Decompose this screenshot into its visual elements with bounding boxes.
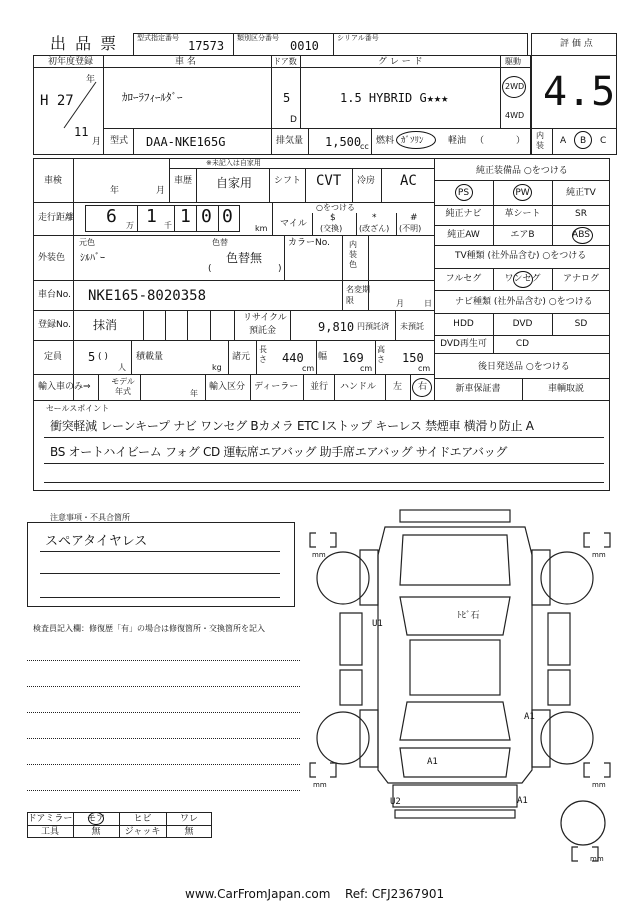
owner-label: 車歴 <box>174 176 193 186</box>
height-label: 高さ <box>377 345 385 364</box>
width-unit: cm <box>360 364 373 373</box>
shaken-label: 車検 <box>44 176 63 186</box>
mark-a1-rear: A1 <box>427 757 438 767</box>
month-unit: 月 <box>92 137 102 147</box>
rear-title: 後日発送品 ○をつける <box>478 362 570 372</box>
tv-title: TV種類 (社外品含む) ○をつける <box>455 251 587 261</box>
navi-hdd: HDD <box>453 319 474 329</box>
mm-label-2: mm <box>592 551 606 559</box>
handle-left: 左 <box>393 382 403 392</box>
drive-4wd: 4WD <box>505 111 525 120</box>
equip-std-tv: 純正TV <box>566 188 596 198</box>
owners-manual: 車輌取説 <box>547 384 584 394</box>
dims-label: 諸元 <box>232 352 251 362</box>
model-spec-value: 17573 <box>188 39 225 53</box>
drive-2wd-circle <box>502 76 526 98</box>
mileage-digit-2: 1 <box>146 206 157 227</box>
class-label: 類別区分番号 <box>237 34 279 42</box>
type-label: 型式 <box>110 136 129 146</box>
mark-chip: ﾄﾋﾞ石 <box>457 611 480 621</box>
mm-label-5: mm <box>590 855 604 863</box>
selling-points-label: セールスポイント <box>46 404 110 413</box>
moa-circle <box>88 812 104 825</box>
interior-a: A <box>560 136 567 146</box>
mileage-digit-3: 1 <box>180 206 191 227</box>
first-reg-label: 初年度登録 <box>48 57 94 67</box>
mark-a1-right: A1 <box>524 712 535 722</box>
length-unit: cm <box>302 364 315 373</box>
fuel-paren-right: ） <box>516 136 526 146</box>
repaint-paren-left: ( <box>208 264 212 274</box>
navi-dvd: DVD <box>512 319 533 329</box>
shaken-month-unit: 月 <box>156 186 166 196</box>
mileage-circle-note: ○をつける <box>316 203 355 212</box>
owner-note: ※未記入は自家用 <box>206 159 261 167</box>
equip-ps-circle <box>455 184 473 201</box>
displacement-value: 1,500 <box>325 135 362 149</box>
mileage-digit-1: 6 <box>106 206 117 227</box>
notes-line-1: スペアタイヤレス <box>45 534 148 549</box>
fuel-label: 燃料 <box>376 136 395 146</box>
equip-ps: PS <box>457 188 470 198</box>
model-year-unit: 年 <box>190 389 198 398</box>
interior-b: B <box>580 136 587 146</box>
equip-abs: ABS <box>572 230 590 240</box>
new-car-warranty: 新車保証書 <box>455 384 501 394</box>
repaint-paren-right: ) <box>278 264 282 274</box>
expiry-label: 名変期限 <box>346 285 370 305</box>
tools-label: 工具 <box>40 827 59 837</box>
recycle-none: 未預託 <box>400 322 424 331</box>
mile-hash: # <box>410 213 418 223</box>
length-label: 長さ <box>259 345 267 364</box>
shift-label: シフト <box>274 176 302 186</box>
grade-label: 評 価 点 <box>560 39 593 49</box>
mark-u1: U1 <box>372 619 383 629</box>
first-reg-slash <box>60 80 100 130</box>
mark-u2: U2 <box>390 797 401 807</box>
recycle-value: 9,810 <box>318 320 355 334</box>
mm-label-1: mm <box>312 551 326 559</box>
handle-right: 右 <box>418 382 428 392</box>
fuel-diesel: 軽油 <box>448 136 467 146</box>
selling-points-line-2: BS オートハイビーム フォグ CD 運転席エアバッグ 助手席エアバッグ サイドエアバッグ <box>50 445 508 459</box>
car-body-diagram <box>300 505 620 875</box>
mm-label-4: mm <box>592 781 606 789</box>
fuel-value: ｶﾞｿﾘﾝ <box>401 136 424 146</box>
height-value: 150 <box>402 351 424 365</box>
drive-2wd: 2WD <box>505 82 525 91</box>
import-class-label: 輸入区分 <box>209 382 246 392</box>
mile-dollar: $ <box>330 213 336 223</box>
dealer-option: ディーラー <box>254 382 299 392</box>
recycle-status: 円預託済 <box>357 322 389 331</box>
tv-fullseg: フルセグ <box>445 274 482 284</box>
navi-title: ナビ種類 (社外品含む) ○をつける <box>455 297 593 307</box>
expiry-month: 月 <box>396 299 404 308</box>
tools-value: 無 <box>91 827 101 837</box>
mile-unknown: (不明) <box>399 224 422 233</box>
capacity-label: 定員 <box>44 352 63 362</box>
footer-site[interactable]: www.CarFromJapan.com <box>185 887 331 901</box>
repaint-label: 色替 <box>212 238 228 247</box>
grade-value: 4.5 <box>543 69 616 115</box>
capacity-unit: 人 <box>118 363 126 372</box>
mileage-unit: km <box>255 224 268 233</box>
repaint-value: 色替無 <box>226 251 263 265</box>
jack-value: 無 <box>184 827 194 837</box>
dvd-playback: DVD再生可 <box>440 339 487 349</box>
cd-label: CD <box>515 339 530 349</box>
fuel-gasoline-circle <box>396 131 436 149</box>
parallel-option: 並行 <box>310 382 329 392</box>
width-label: 幅 <box>318 352 328 362</box>
expiry-day: 日 <box>424 299 432 308</box>
equip-pw-circle <box>513 184 532 201</box>
drive-label: 駆動 <box>505 57 521 66</box>
selling-points-line-1: 衝突軽減 レーンキープ ナビ ワンセグ Bカメラ ETC Iストップ キーレス 禁煙車 横滑り防止 A <box>50 419 534 433</box>
year-unit: 年 <box>86 75 96 85</box>
doors-value: 5 <box>283 91 291 105</box>
sheet-title: 出 品 票 <box>50 34 119 53</box>
recycle-label-1: リサイクル <box>243 313 287 323</box>
interior-c: C <box>600 136 607 146</box>
first-reg-month: 11 <box>74 125 89 139</box>
owner-value: 自家用 <box>216 176 253 190</box>
equip-abs-circle <box>572 227 593 244</box>
ac-label: 冷房 <box>357 176 376 186</box>
mileage-sen-unit: 千 <box>164 221 172 230</box>
orig-color-label: 元色 <box>79 238 95 247</box>
grade-col-label: グ レ ー ド <box>378 57 423 67</box>
mm-label-3: mm <box>313 781 327 789</box>
ac-value: AC <box>400 173 417 189</box>
handle-right-circle <box>412 378 432 397</box>
equip-std-aw: 純正AW <box>447 230 480 240</box>
equip-airbag: エアB <box>510 230 535 240</box>
mile-star: * <box>372 213 377 223</box>
chassis-label: 車台No. <box>38 290 71 300</box>
navi-sd: SD <box>574 319 588 329</box>
reg-label: 登録No. <box>38 320 71 330</box>
reg-value: 抹消 <box>93 318 118 332</box>
displacement-unit: cc <box>360 142 369 151</box>
mile-unit: マイル <box>280 219 307 229</box>
shaken-year-unit: 年 <box>110 186 120 196</box>
tv-oneseg-circle <box>513 271 533 288</box>
model-year-label: モデル年式 <box>111 377 135 396</box>
load-label: 積載量 <box>136 352 164 362</box>
fuel-paren-left: （ <box>475 136 485 146</box>
doors-label: ドア数 <box>273 57 297 66</box>
type-value: DAA-NKE165G <box>146 135 226 149</box>
capacity-value: 5 <box>88 350 96 364</box>
load-unit: kg <box>212 363 222 372</box>
equip-leather: 革シート <box>504 209 541 219</box>
interior-label: 内装 <box>536 131 544 150</box>
first-reg-year: H 27 <box>40 93 74 109</box>
car-name-value: ｶﾛｰﾗﾌｨｰﾙﾀﾞｰ <box>122 91 183 104</box>
mileage-label: 走行距離 <box>38 213 75 223</box>
orig-color-value: ｼﾙﾊﾞｰ <box>80 253 105 264</box>
color-label: 外装色 <box>38 253 66 263</box>
equip-pw: PW <box>515 188 530 198</box>
jack-label: ジャッキ <box>124 827 161 837</box>
mile-exchange: (交換) <box>320 224 343 233</box>
break-header: ワレ <box>179 814 198 824</box>
grade-col-value: 1.5 HYBRID G★★★ <box>340 91 449 105</box>
mile-tamper: (改ざん) <box>359 224 390 233</box>
handle-label: ハンドル <box>340 382 377 392</box>
doors-type: D <box>290 115 297 125</box>
height-unit: cm <box>418 364 431 373</box>
class-value: 0010 <box>290 39 319 53</box>
chassis-value: NKE165-8020358 <box>88 288 207 304</box>
mileage-digit-4: 0 <box>201 206 212 227</box>
footer-ref: Ref: CFJ2367901 <box>345 887 445 901</box>
equip-sr: SR <box>575 209 587 219</box>
std-equipment-title: 純正装備品 ○をつける <box>476 166 568 176</box>
length-value: 440 <box>282 351 304 365</box>
interior-color-label: 内装色 <box>349 240 357 269</box>
model-spec-label: 型式指定番号 <box>137 34 179 42</box>
crack-header: ヒビ <box>133 814 152 824</box>
mirror-header: ドアミラー <box>27 814 73 824</box>
width-value: 169 <box>342 351 364 365</box>
color-no-label: カラーNo. <box>288 238 330 248</box>
equip-std-navi: 純正ナビ <box>445 209 482 219</box>
inspector-label: 検査員記入欄：修復歴「有」の場合は修復箇所・交換箇所を記入 <box>33 624 265 633</box>
moa-header: モア <box>86 814 105 824</box>
displacement-label: 排気量 <box>276 136 304 146</box>
serial-label: シリアル番号 <box>337 34 379 42</box>
interior-b-circle <box>574 131 592 149</box>
notes-label: 注意事項・不具合箇所 <box>50 513 130 522</box>
mark-a1-bumper: A1 <box>517 796 528 806</box>
capacity-paren: ( ) <box>98 352 108 362</box>
tv-analog: アナログ <box>562 274 599 284</box>
car-name-label: 車 名 <box>175 57 196 67</box>
import-label: 輸入車のみ⇒ <box>38 382 91 392</box>
shift-value: CVT <box>316 173 342 189</box>
mileage-man-unit: 万 <box>126 221 134 230</box>
tv-oneseg: ワンセグ <box>504 274 541 284</box>
mileage-digit-5: 0 <box>222 206 233 227</box>
recycle-label: 預託金 <box>249 326 277 336</box>
